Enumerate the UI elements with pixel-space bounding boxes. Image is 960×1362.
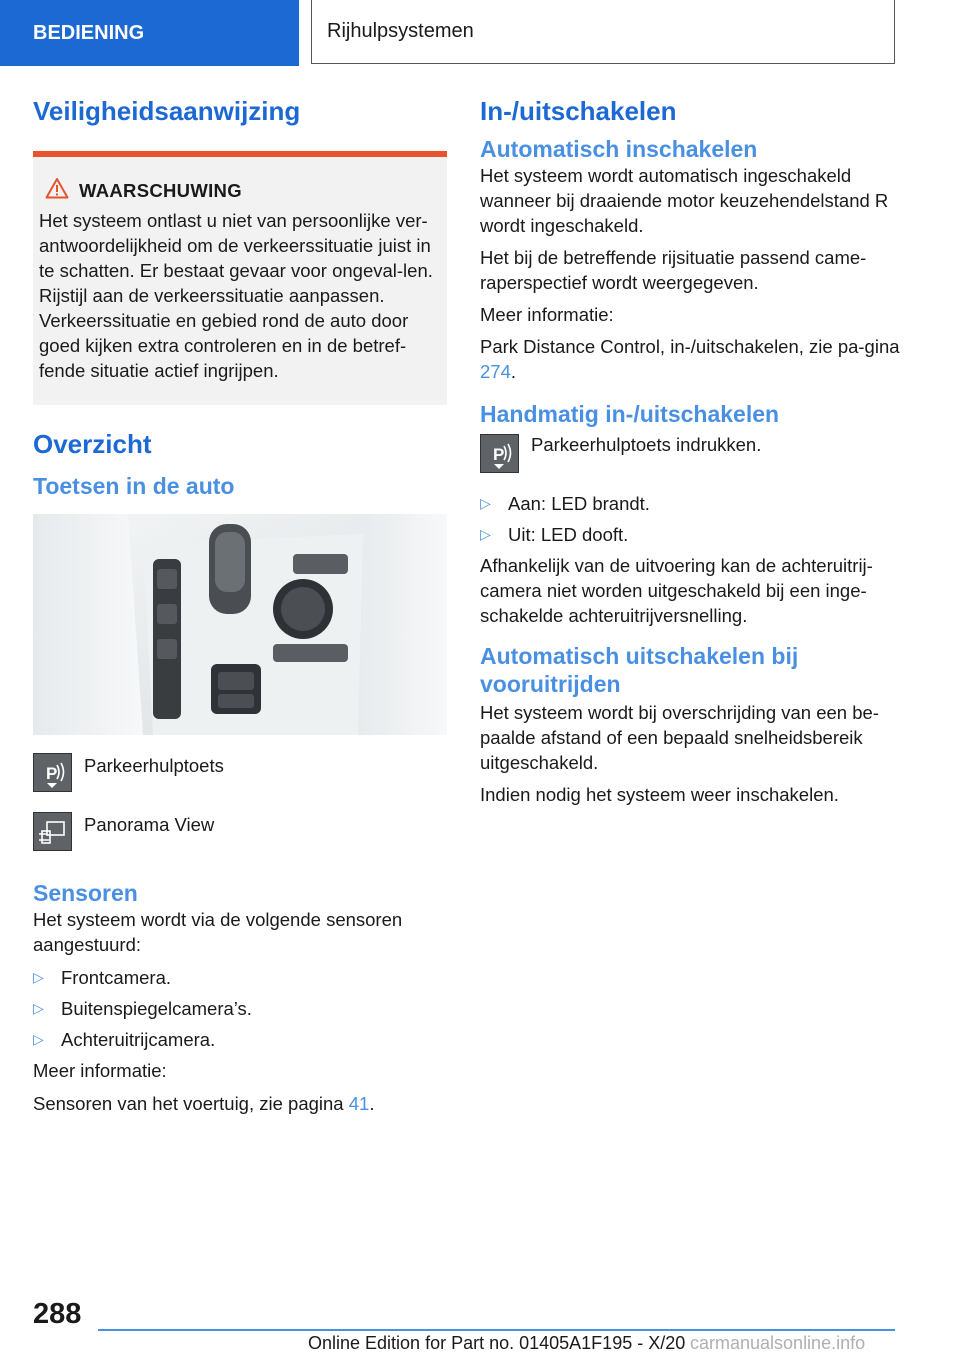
- center-console-photo: [33, 514, 447, 735]
- safety-heading: Veiligheidsaanwijzing: [33, 96, 301, 126]
- bullet-triangle-icon: ▷: [33, 969, 44, 986]
- park-assist-icon: [33, 753, 72, 792]
- bullet-triangle-icon: ▷: [33, 1000, 44, 1017]
- list-item: ▷ Aan: LED brandt.: [480, 493, 650, 515]
- chapter-title: Rijhulpsystemen: [311, 0, 895, 64]
- buttons-heading: Toetsen in de auto: [33, 473, 235, 500]
- panorama-view-icon: [33, 812, 72, 851]
- list-item: ▷ Achteruitrijcamera.: [33, 1029, 216, 1051]
- bullet-triangle-icon: ▷: [480, 495, 491, 512]
- page-number: 288: [33, 1298, 82, 1330]
- warning-box: [33, 151, 447, 405]
- button-legend-park-assist: [33, 753, 447, 792]
- warning-label: WAARSCHUWING: [79, 179, 242, 201]
- auto-on-text: Het systeem wordt automatisch ingeschakeld wanneer bij draaiende motor keuzehendelstand R wordt ingeschakeld.: [480, 165, 889, 237]
- auto-off-heading: Automatisch uitschakelen bij vooruitrijden: [480, 643, 799, 698]
- manual-instruction: [480, 434, 900, 473]
- page-link-274[interactable]: 274: [480, 361, 511, 383]
- watermark: carmanualsonline.info: [690, 1333, 866, 1353]
- left-column: [33, 96, 447, 1116]
- sensors-list: [33, 965, 447, 1052]
- button-legend-panorama-view: [33, 812, 447, 851]
- manual-text: Parkeerhulptoets indrukken.: [531, 434, 762, 456]
- footer-divider: [98, 1329, 895, 1331]
- switching-heading: In-/uitschakelen: [480, 96, 677, 126]
- warning-triangle-icon: [45, 177, 69, 204]
- pdc-reference: Park Distance Control, in-/uitschakelen, zie pa-gina 274.: [480, 336, 900, 383]
- right-column: [480, 96, 900, 807]
- park-assist-label: Parkeerhulptoets: [84, 755, 224, 777]
- panorama-view-label: Panorama View: [84, 814, 215, 836]
- sensors-heading: Sensoren: [33, 880, 138, 907]
- manual-note: Afhankelijk van de uitvoering kan de achteruitrij-camera niet worden uitgeschakeld bij een inge-schakelde achteruitrijversnelling.: [480, 555, 873, 627]
- list-item: ▷ Uit: LED dooft.: [480, 524, 629, 546]
- list-item: ▷ Buitenspiegelcamera’s.: [33, 998, 252, 1020]
- sensors-reference: Sensoren van het voertuig, zie pagina 41.: [33, 1093, 375, 1115]
- auto-on-heading: Automatisch inschakelen: [480, 136, 758, 163]
- auto-off-text: Het systeem wordt bij overschrijding van een be-paalde afstand of een bepaald snelheidsbereik uitgeschakeld.: [480, 702, 879, 774]
- auto-off-text-2: Indien nodig het systeem weer inschakelen.: [480, 784, 839, 806]
- sensors-more-info: Meer informatie:: [33, 1060, 167, 1082]
- bullet-triangle-icon: ▷: [480, 526, 491, 543]
- edition-text: Online Edition for Part no. 01405A1F195 - X/20: [308, 1333, 686, 1353]
- svg-text:P: P: [46, 764, 58, 784]
- manual-heading: Handmatig in-/uitschakelen: [480, 401, 780, 428]
- bullet-triangle-icon: ▷: [33, 1031, 44, 1048]
- auto-on-text-2: Het bij de betreffende rijsituatie passend came-raperspectief wordt weergegeven.: [480, 247, 867, 294]
- list-item: ▷ Frontcamera.: [33, 967, 172, 989]
- park-assist-icon: [480, 434, 519, 473]
- warning-text: Het systeem ontlast u niet van persoonlijke ver-antwoordelijkheid om de verkeerssituatie juist in te schatten. Er bestaat gevaar voor ongeval-len. Rijstijl aan de verkeerssituatie aanpassen. Verkeerssituatie en gebied rond de auto door goed kijken extra controleren en in de betref-fende situatie actief ingrijpen.: [39, 210, 433, 382]
- manual-states-list: [480, 491, 900, 547]
- svg-text:P: P: [493, 445, 505, 465]
- page-link-41[interactable]: 41: [348, 1093, 370, 1115]
- section-tab: BEDIENING: [0, 0, 299, 66]
- switching-more-info: Meer informatie:: [480, 304, 614, 326]
- overview-heading: Overzicht: [33, 429, 152, 460]
- sensors-intro: Het systeem wordt via de volgende sensoren aangestuurd:: [33, 909, 403, 956]
